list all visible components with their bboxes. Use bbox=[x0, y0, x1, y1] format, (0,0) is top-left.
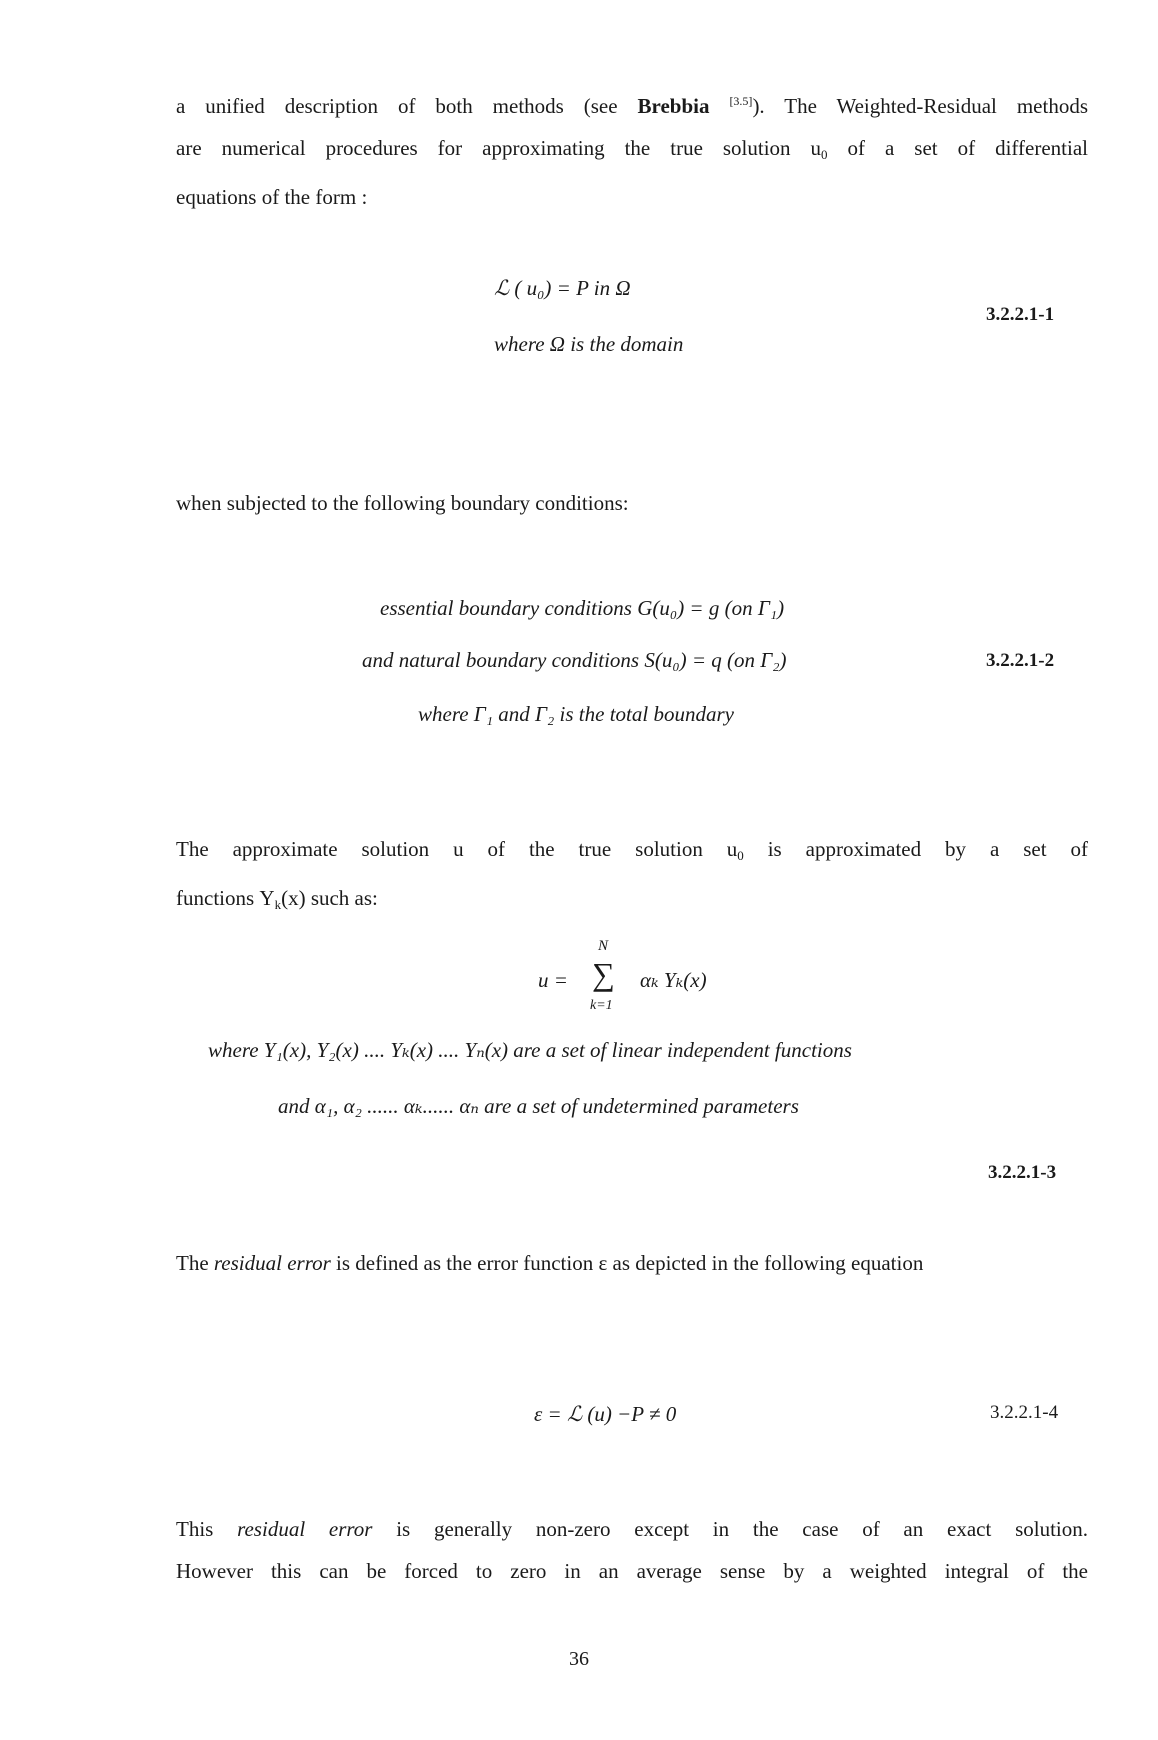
text: is defined as the error function ε as depicted in the following equation bbox=[330, 1251, 924, 1275]
text: a unified description of both methods (see bbox=[176, 94, 638, 118]
equation-3-where-line: where Υ₁(x), Υ₂(x) .... Υₖ(x) .... Υₙ(x) are a set of linear independent functions bbox=[208, 1038, 852, 1062]
text: The approximate solution u of the true solution u bbox=[176, 837, 738, 861]
emphasis: residual error bbox=[237, 1517, 373, 1541]
intro-line-3: equations of the form : bbox=[176, 185, 368, 209]
sum-lower-limit: k=1 bbox=[590, 998, 613, 1013]
text: functions Υ bbox=[176, 886, 275, 910]
text: is generally non-zero except in the case of an exact solution. bbox=[372, 1517, 1088, 1541]
equation-3-lhs: u = bbox=[538, 968, 568, 992]
residual-definition bbox=[176, 1242, 1088, 1284]
closing-paragraph bbox=[176, 1508, 1088, 1592]
closing-line-2: However this can be forced to zero in an average sense by a weighted integral of the bbox=[176, 1559, 1088, 1583]
page-number: 36 bbox=[569, 1648, 589, 1670]
text: are numerical procedures for approximating the true solution u bbox=[176, 136, 822, 160]
equation-4-number: 3.2.2.1-4 bbox=[990, 1402, 1059, 1423]
citation-author: Brebbia bbox=[637, 94, 710, 118]
emphasis: residual error bbox=[213, 1251, 331, 1275]
text: The bbox=[176, 1251, 214, 1275]
equation-4: ε = ℒ (u) −P ≠ 0 bbox=[534, 1402, 677, 1426]
summation-symbol: ∑ bbox=[592, 956, 615, 992]
intro-paragraph bbox=[176, 80, 1088, 218]
approx-line-1 bbox=[176, 828, 1088, 877]
equation-1-line-1: ℒ ( u₀) = P in Ω bbox=[494, 276, 631, 300]
boundary-intro bbox=[176, 482, 1088, 524]
closing-line-1 bbox=[176, 1508, 1088, 1550]
approx-line-2 bbox=[176, 877, 1088, 926]
equation-2-line-3: where Γ₁ and Γ₂ is the total boundary bbox=[418, 702, 734, 726]
text: ). The Weighted-Residual methods bbox=[752, 94, 1088, 118]
text: when subjected to the following boundary conditions: bbox=[176, 491, 629, 515]
intro-line-2 bbox=[176, 127, 1088, 176]
approx-paragraph bbox=[176, 828, 1088, 926]
text: is approximated by a set of bbox=[743, 837, 1088, 861]
equation-3-rhs: αₖ Υₖ(x) bbox=[640, 968, 707, 992]
subscript: k bbox=[274, 897, 282, 912]
intro-line-1 bbox=[176, 80, 1088, 127]
equation-3-and-line: and α₁, α₂ ...... αₖ...... αₙ are a set of undetermined parameters bbox=[278, 1094, 799, 1118]
equation-2-line-1: essential boundary conditions G(u₀) = g (on Γ₁) bbox=[380, 596, 785, 620]
equation-1-number: 3.2.2.1-1 bbox=[986, 304, 1055, 325]
sum-upper-limit: N bbox=[598, 938, 609, 954]
equation-2-line-2: and natural boundary conditions S(u₀) = q (on Γ₂) bbox=[362, 648, 787, 672]
text: (x) such as: bbox=[281, 886, 378, 910]
citation-ref: [3.5] bbox=[729, 94, 753, 108]
subscript: 0 bbox=[821, 147, 828, 162]
text: of a set of differential bbox=[827, 136, 1088, 160]
text: This bbox=[176, 1517, 238, 1541]
equation-1-line-2: where Ω is the domain bbox=[494, 332, 684, 356]
subscript: 0 bbox=[737, 848, 744, 863]
equation-3-number: 3.2.2.1-3 bbox=[988, 1162, 1057, 1183]
equation-2-number: 3.2.2.1-2 bbox=[986, 650, 1055, 671]
residual-line bbox=[176, 1242, 1088, 1284]
